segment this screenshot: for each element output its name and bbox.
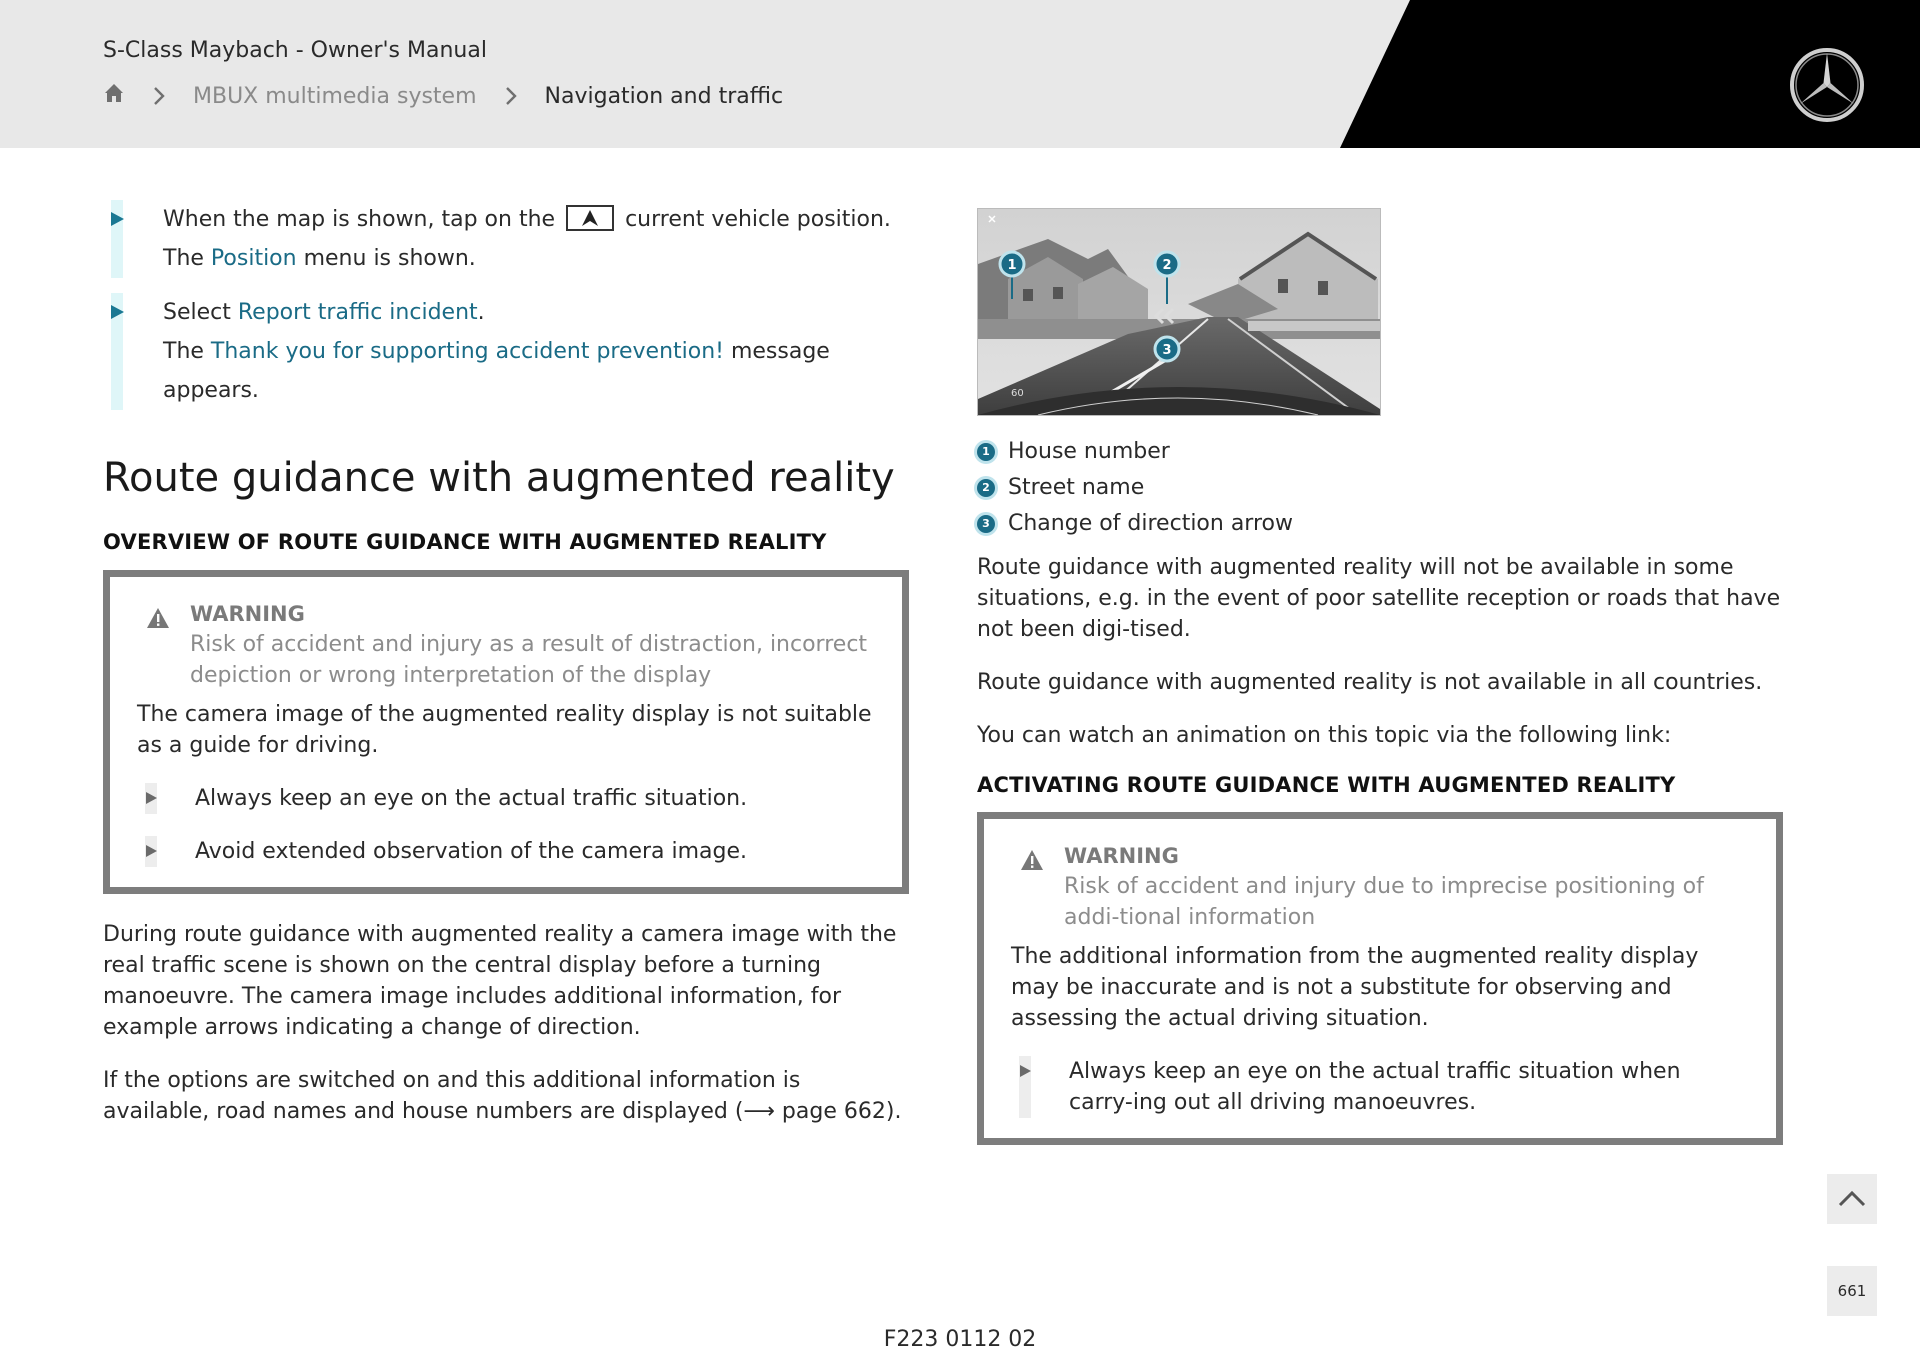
body-paragraph: During route guidance with augmented reality a camera image with the real traffic scene is shown on the central display before a turning manoeuvre. The camera image includes additional information, for example arrows indicating a change of direction. [103, 922, 897, 1040]
augmented-reality-camera-image [977, 208, 1381, 416]
step-text: current vehicle position. [625, 207, 891, 232]
thank-you-message-link: Thank you for supporting accident prevention! [210, 339, 724, 364]
warning-box [977, 812, 1783, 1145]
body-paragraph: Route guidance with augmented reality will not be available in some situations, e.g. in the event of poor satellite reception or roads that have not been digi-tised. [977, 555, 1781, 642]
step-result-text: message appears. [163, 339, 830, 403]
step-result-text: The [163, 339, 204, 364]
warning-triangle-icon [1020, 849, 1044, 875]
body-paragraph: If the options are switched on and this additional information is available, road names and house numbers are displayed (⟶ page 662). [103, 1068, 902, 1124]
body-paragraph: You can watch an animation on this topic via the following link: [977, 723, 1672, 748]
step-arrow-icon [146, 792, 157, 804]
chevron-up-icon [1837, 1190, 1867, 1208]
camera-speed-readout: 60 [1011, 388, 1024, 399]
position-menu-link: Position [210, 246, 297, 271]
step-text: When the map is shown, tap on the [163, 207, 556, 232]
header-bar [0, 0, 1920, 148]
overview-heading: OVERVIEW OF ROUTE GUIDANCE WITH AUGMENTED REALITY [103, 530, 827, 554]
warning-triangle-icon [146, 607, 170, 633]
chevron-right-icon [505, 86, 517, 106]
step-arrow-icon [111, 212, 124, 226]
step-arrow-icon [1020, 1065, 1031, 1077]
step-result-text: The [163, 246, 204, 271]
breadcrumb-current: Navigation and traffic [544, 83, 784, 109]
warning-step [1011, 1056, 1709, 1118]
left-column [103, 200, 909, 1127]
page-number-button[interactable] [1827, 1266, 1877, 1316]
breadcrumb-mbux-link[interactable]: MBUX multimedia system [193, 83, 477, 109]
warning-step [137, 783, 876, 814]
instruction-step [103, 200, 909, 278]
callout-marker-1: 1 [1007, 258, 1017, 273]
page-number: 661 [1837, 1282, 1867, 1300]
step-text: . [477, 300, 485, 325]
warning-step-text: Always keep an eye on the actual traffic situation when carry-ing out all driving manoeuvres. [1069, 1059, 1681, 1115]
warning-title: WARNING [1064, 844, 1179, 868]
callout-label: Change of direction arrow [1008, 511, 1293, 536]
callout-marker-2: 2 [1162, 258, 1172, 273]
callout-label: Street name [1008, 475, 1145, 500]
callout-number-badge: 2 [977, 479, 995, 497]
instruction-step [103, 293, 909, 410]
warning-text: The camera image of the augmented reality display is not suitable as a guide for driving. [137, 702, 872, 758]
callout-marker-3: 3 [1162, 343, 1172, 358]
section-title: Route guidance with augmented reality [103, 455, 895, 501]
warning-step-text: Avoid extended observation of the camera image. [195, 839, 748, 864]
warning-risk: Risk of accident and injury as a result of distraction, incorrect depiction or wrong interpretation of the display [190, 632, 868, 688]
callout-number-badge: 1 [977, 443, 995, 461]
callout-item [977, 506, 1783, 542]
step-text: Select [163, 300, 231, 325]
body-paragraph: Route guidance with augmented reality is not available in all countries. [977, 670, 1763, 695]
callout-item [977, 470, 1783, 506]
callout-legend [977, 434, 1783, 542]
warning-title: WARNING [190, 602, 305, 626]
warning-step-text: Always keep an eye on the actual traffic situation. [195, 786, 748, 811]
document-title: S-Class Maybach - Owner's Manual [103, 38, 487, 63]
figure-code: F223 0112 02 [883, 1327, 1037, 1352]
activating-heading: ACTIVATING ROUTE GUIDANCE WITH AUGMENTED REALITY [977, 773, 1676, 797]
callout-number-badge: 3 [977, 515, 995, 533]
right-column [977, 208, 1783, 1145]
scroll-to-top-button[interactable] [1827, 1174, 1877, 1224]
chevron-right-icon [153, 86, 165, 106]
warning-risk: Risk of accident and injury due to imprecise positioning of addi-tional information [1064, 874, 1704, 930]
breadcrumb [103, 80, 783, 112]
home-icon[interactable] [103, 82, 125, 110]
vehicle-position-icon [566, 205, 614, 231]
warning-box [103, 570, 909, 894]
step-arrow-icon [146, 845, 157, 857]
warning-text: The additional information from the augmented reality display may be inaccurate and is not a substitute for observing and assessing the actual driving situation. [1011, 944, 1699, 1031]
step-arrow-icon [111, 305, 124, 319]
warning-step [137, 836, 876, 867]
report-traffic-incident-link: Report traffic incident [237, 300, 478, 325]
callout-label: House number [1008, 439, 1170, 464]
callout-item [977, 434, 1783, 470]
brand-star-logo-icon [1788, 46, 1866, 128]
step-result-text: menu is shown. [303, 246, 476, 271]
